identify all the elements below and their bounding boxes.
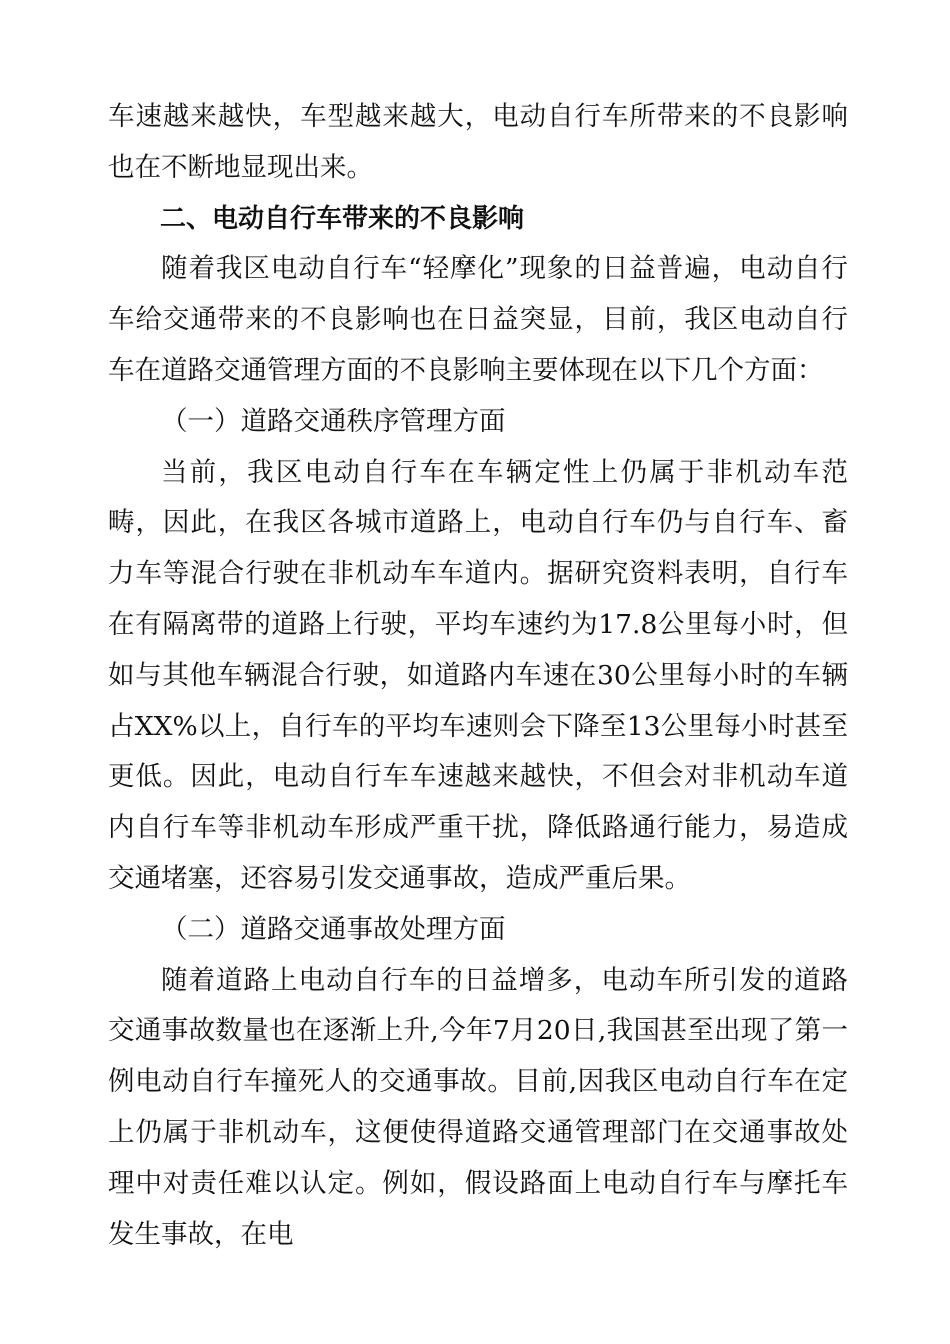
paragraph-order-management: 当前，我区电动自行车在车辆定性上仍属于非机动车范畴，因此，在我区各城市道路上，电动自行车仍与自行车、畜力车等混合行驶在非机动车车道内。据研究资料表明，自行车在有隔离带的道路上行驶，平均车速约为17.8公里每小时，但如与其他车辆混合行驶，如道路内车速在30公里每小时的车辆占XX%以上，自行车的平均车速则会下降至13公里每小时甚至更低。因此，电动自行车车速越来越快，不但会对非机动车道内自行车等非机动车形成严重干扰，降低路通行能力，易造成交通堵塞，还容易引发交通事故，造成严重后果。 (108, 456, 848, 894)
paragraph-accident-handling: 随着道路上电动自行车的日益增多，电动车所引发的道路交通事故数量也在逐渐上升,今年7月20日,我国甚至出现了第一例电动自行车撞死人的交通事故。目前,因我区电动自行车在定上仍属于非机动车，这便使得道路交通管理部门在交通事故处理中对责任难以认定。例如，假设路面上电动自行车与摩托车发生事故，在电 (108, 964, 848, 1250)
document-page (108, 92, 848, 1260)
subsection-heading-order: （一）道路交通秩序管理方面 (161, 405, 506, 437)
subsection-heading-accident: （二）道路交通事故处理方面 (161, 913, 506, 945)
paragraph-intro-continued: 车速越来越快，车型越来越大，电动自行车所带来的不良影响也在不断地显现出来。 (108, 101, 848, 183)
paragraph-overview: 随着我区电动自行车“轻摩化”现象的日益普遍，电动自行车给交通带来的不良影响也在日益突显，目前，我区电动自行车在道路交通管理方面的不良影响主要体现在以下几个方面： (108, 253, 848, 386)
section-heading: 二、电动自行车带来的不良影响 (160, 203, 525, 234)
